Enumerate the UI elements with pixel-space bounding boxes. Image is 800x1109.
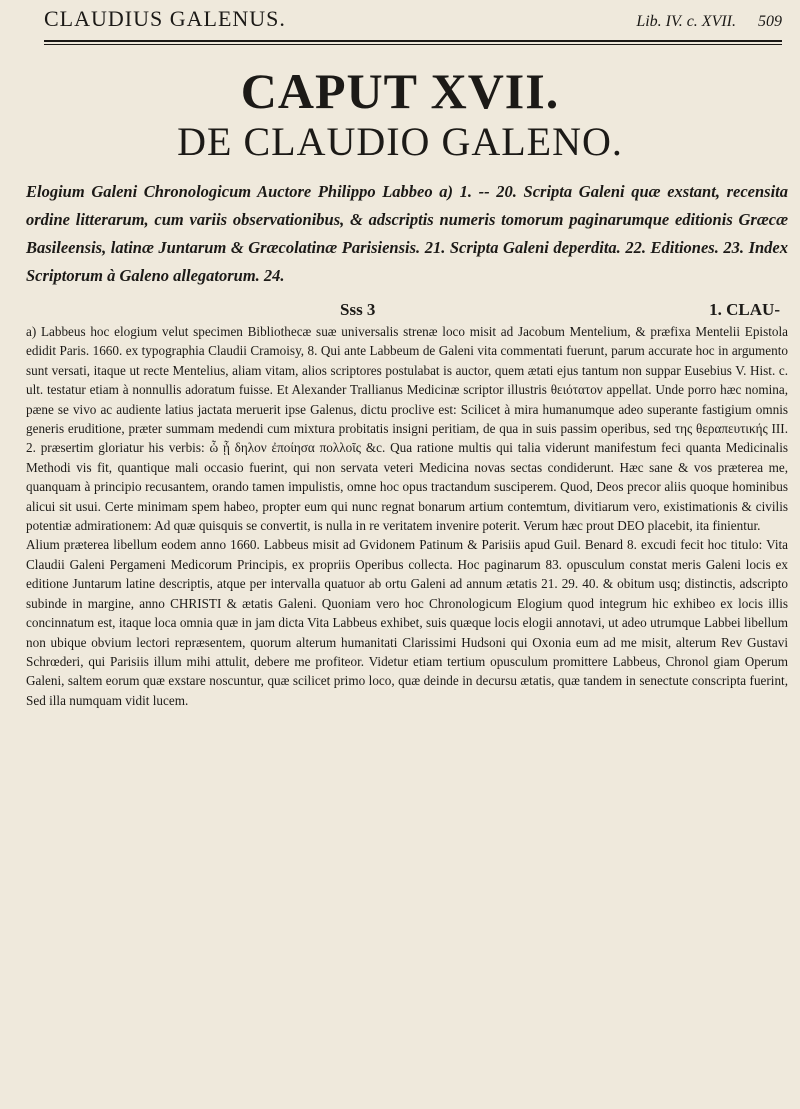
- header-rule-thin: [44, 44, 782, 45]
- page-number: 509: [758, 13, 782, 30]
- header-rule: [44, 40, 782, 42]
- chapter-summary: Elogium Galeni Chronologicum Auctore Philippo Labbeo a) 1. -- 20. Scripta Galeni quæ exstant, recensita ordine litterarum, cum variis observationibus, & adscriptis numeris tomorum paginarumque editionis Græcæ Basileensis, latinæ Juntarum & Græcolatinæ Parisiensis. 21. Scripta Galeni deperdita. 22. Editiones. 23. Index Scriptorum à Galeno allegatorum. 24.: [26, 182, 788, 285]
- running-head: [44, 6, 782, 36]
- running-head-right: [636, 13, 782, 31]
- signature-line: [340, 300, 780, 320]
- chapter-number: CAPUT XVII.: [240, 63, 560, 119]
- signature-mark: Sss 3: [340, 300, 376, 319]
- catchword: 1. CLAU-: [709, 300, 780, 319]
- running-head-title: CLAUDIUS GALENUS.: [44, 6, 286, 31]
- paragraph-footnote-a: a) Labbeus hoc elogium velut specimen Bibliothecæ suæ universalis strenæ loco misit ad Jacobum Mentelium, & præfixa Mentelii Epistola edidit Paris. 1660. ex typographia Claudii Cramoisy, 8. Qui ante Labbeum de Galeni vita commentati fuerunt, parum accurate hoc in argumento sunt versati, itaque ut recte Mentelius, aliam vitam, alios scriptores postulabat is auctor, quem ætati ejus tantum non suppar Eusebius V. Hist. c. ult. testatur etiam à nonnullis adoratum fuisse. Et Alexander Trallianus Medicinæ scriptor illustris θειότατον appellat. Unde porro hæc nomina, pæne se vivo ac audiente latius jactata meruerit ipse Galenus, dictu proclive est: Scilicet à mira humanumque adeo superante fastigium omnis generis eruditione, præter summam medendi cum mixtura probitatis insigni peritiam, de qua in suis passim operibus, sed της θεραπευτικής III. 2. præsertim gloriatur his verbis: ὦ ᾗ δηλον ἐποίησα πολλοῖς &c. Qua ratione multis qui talia viderunt manifestum feci quanta Medicinalis Methodi vis fit, quantique mali occasio fuerint, qui non servata veteri Medicina novas sectas condiderunt. Hæc sane & vos præterea me, quanquam à principio recusantem, orando tamen impulistis, omne hoc opus tractandum susciperem. Quod, Deos precor aliis quoque hominibus alicui sit usui. Certe minimam spem habeo, propter eum qui nunc regnat bonarum artium contemtum, divitiarum vero, existimationis & civilis potentiæ admirationem: Ad quæ quisquis se convertit, is nulla in re veritatem invenire poterit. Verum hæc prout DEO placebit, ita finientur.: [26, 324, 788, 534]
- book-chapter-reference: Lib. IV. c. XVII.: [636, 13, 736, 30]
- paragraph-labbeus-libellus: Alium præterea libellum eodem anno 1660. Labbeus misit ad Gvidonem Patinum & Parisiis apud Guil. Benard 8. excudi fecit hoc titulo: Vita Claudii Galeni Pergameni Medicorum Principis, ex propriis Operibus collecta. Hoc paginarum 83. opusculum constat meris Galeni locis ex editione Juntarum latine descriptis, atque per intervalla quatuor ab ortu Galeni ad annum ætatis 21. 29. 40. & obitum usq; distinctis, adscripto subinde in margine, anno CHRISTI & ætatis Galeni. Quoniam vero hoc Chronologicum Elogium quod integrum hic exhibeo ex locis illis concinnatum est, itaque loca omnia quæ in jam dicta Vita Labbeus exhibet, suis quæque locis elogii annotavi, ut adeo utrumque Labbei libellum non ubique obvium lectori repræsentem, quorum alterum humanitati Clarissimi Hudsoni qui Oxonia eum ad me misit, alterum Rev Gustavi Schrœderi, qui Parisiis illum mihi attulit, debere me profiteor. Videtur etiam tertium opusculum promittere Labbeus, Chronol giam Operum Galeni, saltem eorum quæ exstare noscuntur, quæ scilicet primo loco, quæ deinde in decursu ætatis, quæ tandem in senectute conscripta fuerint, Sed illa numquam vidit lucem.: [26, 537, 788, 708]
- chapter-title: DE CLAUDIO GALENO.: [177, 119, 623, 164]
- body-text: [26, 322, 788, 710]
